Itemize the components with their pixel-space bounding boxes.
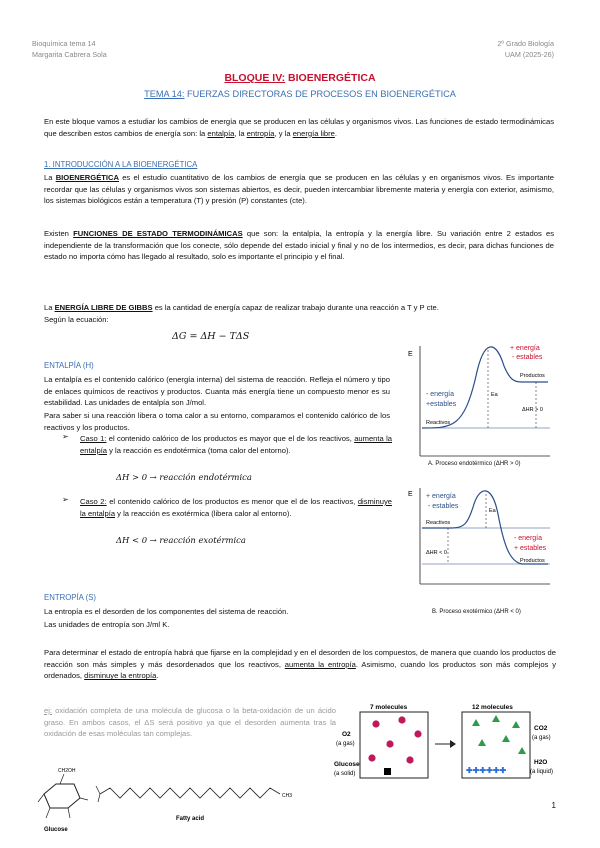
glucose-ring (44, 784, 80, 808)
glucose-particle (384, 768, 391, 775)
author-label: Margarita Cabrera Sola (32, 50, 107, 59)
bioenergetics-paragraph: La BIOENERGÉTICA es el estudio cuantitativo de los cambios de energía que se producen en las células y en organismos vivos. Es importante recordar que las células y organismos vivos son sistemas abiertos, es decir, pueden intercambiar libremente materia y energía con exterior, asimismo, los sistemas biológicos están a temperatura (T) y presión (P) constantes (cte). (44, 173, 555, 206)
case-1-math: ΔH > 0 → reacción endotérmica (116, 472, 252, 482)
section-heading-entropy: ENTROPÍA (S) (44, 593, 96, 602)
case-1-paragraph: Caso 1: el contenido calórico de los productos es mayor que el de los reactivos, aumenta la entalpía y la reacción es endotérmica (toma calor del entorno). (80, 434, 392, 455)
minus-energy-label: - energía (426, 391, 455, 398)
exothermic-diagram (404, 484, 554, 594)
axis-e-label-b: E (408, 491, 413, 498)
co2-particles (472, 715, 526, 754)
case-2-paragraph: Caso 2: el contenido calórico de los productos es menor que el de los reactivos, disminuye la entalpía y la reacción es exotérmica (libera calor al entorno). (80, 497, 392, 518)
entropy-units: Las unidades de entropía son J/ml K. (44, 620, 170, 629)
co2-state: (a gas) (532, 735, 551, 741)
entropy-definition: La entropía es el desorden de los componentes del sistema de reacción. (44, 607, 289, 616)
state-functions-paragraph: Existen FUNCIONES DE ESTADO TERMODINÁMICAS que son: la entalpía, la entropía y la energía libre. Su variación entre 2 estados es independiente de la transformación que los conecte, sólo depende del estado inicial y final y no de los intermedios, es decir, para dichas funciones de estado no importa cómo has llegado al resultado, solo es importante el principio y el final. (44, 229, 554, 262)
reaction-arrow-head (450, 740, 456, 748)
dh-label-b: ΔHR < 0 (426, 550, 447, 556)
glucose-state: (a solid) (334, 771, 356, 777)
glucose-label: Glucose (334, 761, 360, 768)
endothermic-diagram (404, 336, 554, 476)
exothermic-caption: B. Proceso exotérmico (ΔHR < 0) (432, 609, 521, 615)
more-stable-label-b: + estables (514, 545, 547, 552)
gibbs-paragraph: La ENERGÍA LIBRE DE GIBBS es la cantidad de energía capaz de realizar trabajo durante una reacción a T y P cte. Según la ecuación: (44, 303, 439, 324)
bullet-arrow-1: ➢ (62, 432, 69, 441)
degree-label: 2º Grado Biología (497, 39, 554, 48)
university-label: UAM (2025-26) (504, 50, 554, 59)
reactants-label: Reactivos (426, 420, 451, 426)
entropy-determination-paragraph: Para determinar el estado de entropía habrá que fijarse en la complejidad y en el desorden de los compuestos, de manera que cuando los productos de reacción son más simples y más desordenados que los reactivos, aumenta la entropía. Asimismo, cuando los productos son más complejos y ordenados, disminuye la entropía. (44, 648, 557, 681)
page-number: 1 (551, 801, 556, 810)
gibbs-equation: ΔG = ΔH − TΔS (172, 331, 250, 342)
co2-label: CO2 (534, 725, 548, 732)
reactants-box (360, 712, 428, 778)
block-label: BLOQUE IV: (224, 72, 286, 84)
less-stable-label: - estables (512, 354, 543, 361)
topic-name: FUERZAS DIRECTORAS DE PROCESOS EN BIOENERGÉTICA (187, 89, 456, 99)
products-label-b: Productos (520, 558, 545, 564)
o2-particles (368, 716, 421, 763)
left-box-title: 7 molecules (370, 704, 408, 711)
section-heading-enthalpy: ENTALPÍA (H) (44, 361, 94, 370)
enthalpy-compare-paragraph: Para saber si una reacción libera o toma calor a su entorno, comparamos el contenido calórico de los reactivos y los productos. (44, 411, 390, 432)
header-left (32, 38, 107, 60)
h2o-state: (a liquid) (530, 769, 554, 775)
case-2-math: ΔH < 0 → reacción exotérmica (116, 535, 246, 545)
minus-energy-label-b: - energía (514, 535, 543, 542)
ea-label: Ea (491, 392, 498, 398)
fatty-acid-structure-label: Fatty acid (176, 816, 205, 822)
right-box-title: 12 molecules (472, 704, 513, 711)
plus-energy-label-b: + energía (426, 493, 456, 500)
ea-label-b: Ea (489, 508, 496, 514)
ch3-label: CH3 (282, 793, 293, 799)
block-name: BIOENERGÉTICA (288, 72, 376, 84)
entropy-example-paragraph: ej: oxidación completa de una molécula de glucosa o la beta-oxidación de un ácido graso. En ambos casos, el ΔS será positivo ya que el desorden aumenta tras la oxidación de esas moléculas tan complejas. (44, 706, 336, 739)
topic-title (0, 89, 600, 99)
glucose-structure-label: Glucose (44, 827, 68, 833)
bullet-arrow-2: ➢ (62, 495, 69, 504)
dh-label: ΔHR > 0 (522, 407, 543, 413)
plus-energy-label: + energía (510, 345, 540, 352)
reactants-label-b: Reactivos (426, 520, 451, 526)
topic-label: TEMA 14: (144, 89, 185, 99)
header-right (497, 38, 554, 60)
fatty-acid-chain (100, 788, 280, 798)
h2o-label: H2O (534, 759, 548, 766)
intro-paragraph: En este bloque vamos a estudiar los cambios de energía que se producen en las células y organismos vivos. Las funciones de estado termodinámicas que describen estos cambios de energía son: la entalpía, la entropía, y la energía libre. (44, 117, 554, 138)
products-label: Productos (520, 373, 545, 379)
section-heading-intro: 1. INTRODUCCIÓN A LA BIOENERGÉTICA (44, 160, 198, 169)
o2-label: O2 (342, 731, 351, 738)
axis-e-label: E (408, 351, 413, 358)
less-stable-label-b: - estables (428, 503, 459, 510)
ch2oh-label: CH2OH (58, 768, 76, 774)
structures-figure (30, 764, 330, 834)
h2o-particles: ✚✚✚✚✚✚ (466, 766, 507, 775)
o2-state: (a gas) (336, 741, 355, 747)
endothermic-caption: A. Proceso endotérmico (ΔHR > 0) (428, 461, 521, 467)
course-label: Bioquímica tema 14 (32, 39, 96, 48)
block-title (0, 72, 600, 84)
more-stable-label: +estables (426, 401, 457, 408)
molecules-figure (332, 700, 560, 816)
enthalpy-paragraph: La entalpía es el contenido calórico (energía interna) del sistema de reacción. Refleja el número y tipo de enlaces químicos de reactivos y productos. Cuanta más energía tiene un compuesto menor es su estabilidad. Las unidades de entalpía son J/mol. (44, 375, 390, 408)
